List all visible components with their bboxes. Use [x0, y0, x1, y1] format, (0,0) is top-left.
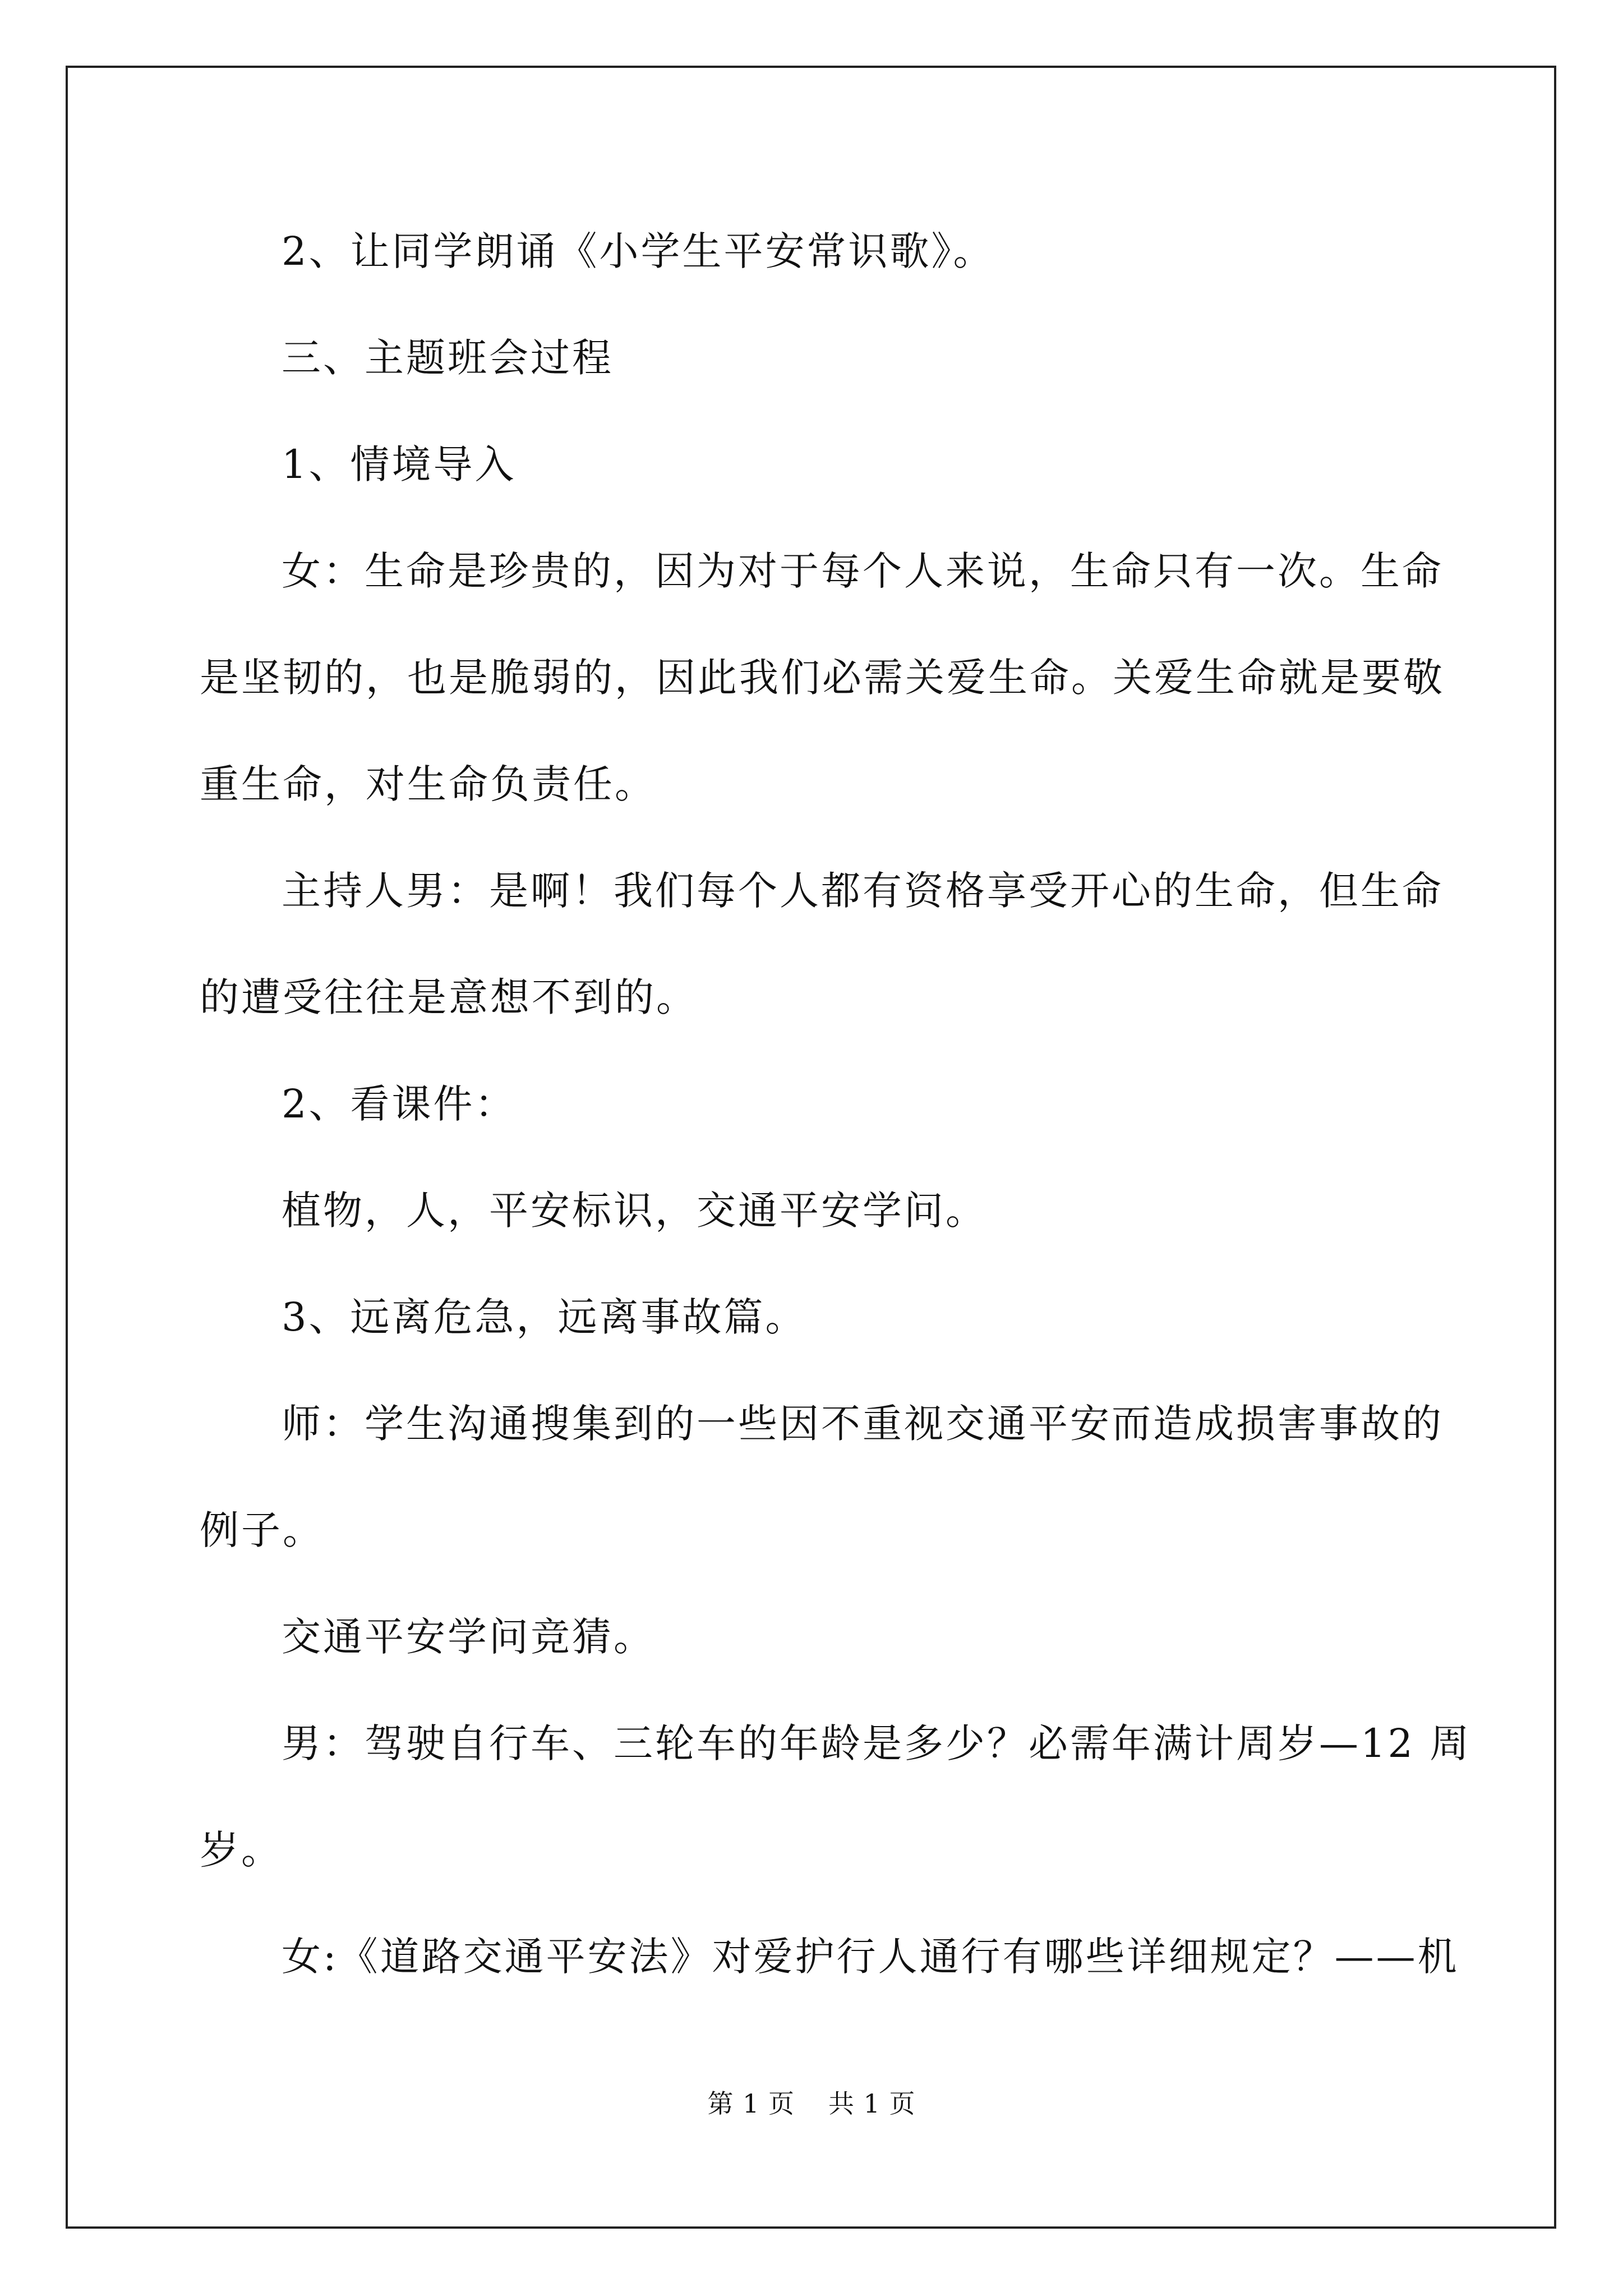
paragraph-line: 男：驾驶自行车、三轮车的年龄是多少？必需年满计周岁—12 周	[282, 1720, 1472, 1766]
paragraph-line: 是坚韧的，也是脆弱的，因此我们必需关爱生命。关爱生命就是要敬	[200, 655, 1445, 701]
paragraph-line: 交通平安学问竞猜。	[282, 1614, 655, 1660]
subsection-heading: 2、看课件：	[282, 1081, 517, 1127]
paragraph-line: 师：学生沟通搜集到的一些因不重视交通平安而造成损害事故的	[282, 1401, 1444, 1447]
subsection-heading: 1、情境导入	[282, 441, 517, 487]
paragraph-line: 2、让同学朗诵《小学生平安常识歌》。	[282, 228, 995, 274]
paragraph-line: 女：生命是珍贵的，因为对于每个人来说，生命只有一次。生命	[282, 548, 1444, 594]
page-number-total: 共 1 页	[828, 2088, 916, 2119]
section-heading: 三、主题班会过程	[282, 335, 614, 381]
paragraph-line: 重生命，对生命负责任。	[200, 761, 656, 807]
paragraph-line: 主持人男：是啊！我们每个人都有资格享受开心的生命，但生命	[282, 868, 1444, 914]
page-border	[66, 66, 1556, 2229]
paragraph-line: 岁。	[200, 1827, 283, 1873]
page-footer	[0, 2087, 1623, 2120]
paragraph-line: 例子。	[200, 1507, 324, 1553]
page-number-current: 第 1 页	[707, 2088, 795, 2119]
paragraph-line: 女:《道路交通平安法》对爱护行人通行有哪些详细规定？——机	[282, 1934, 1459, 1980]
subsection-heading: 3、远离危急，远离事故篇。	[282, 1294, 807, 1340]
paragraph-line: 植物，人，平安标识，交通平安学问。	[282, 1188, 987, 1234]
paragraph-line: 的遭受往往是意想不到的。	[200, 974, 698, 1020]
